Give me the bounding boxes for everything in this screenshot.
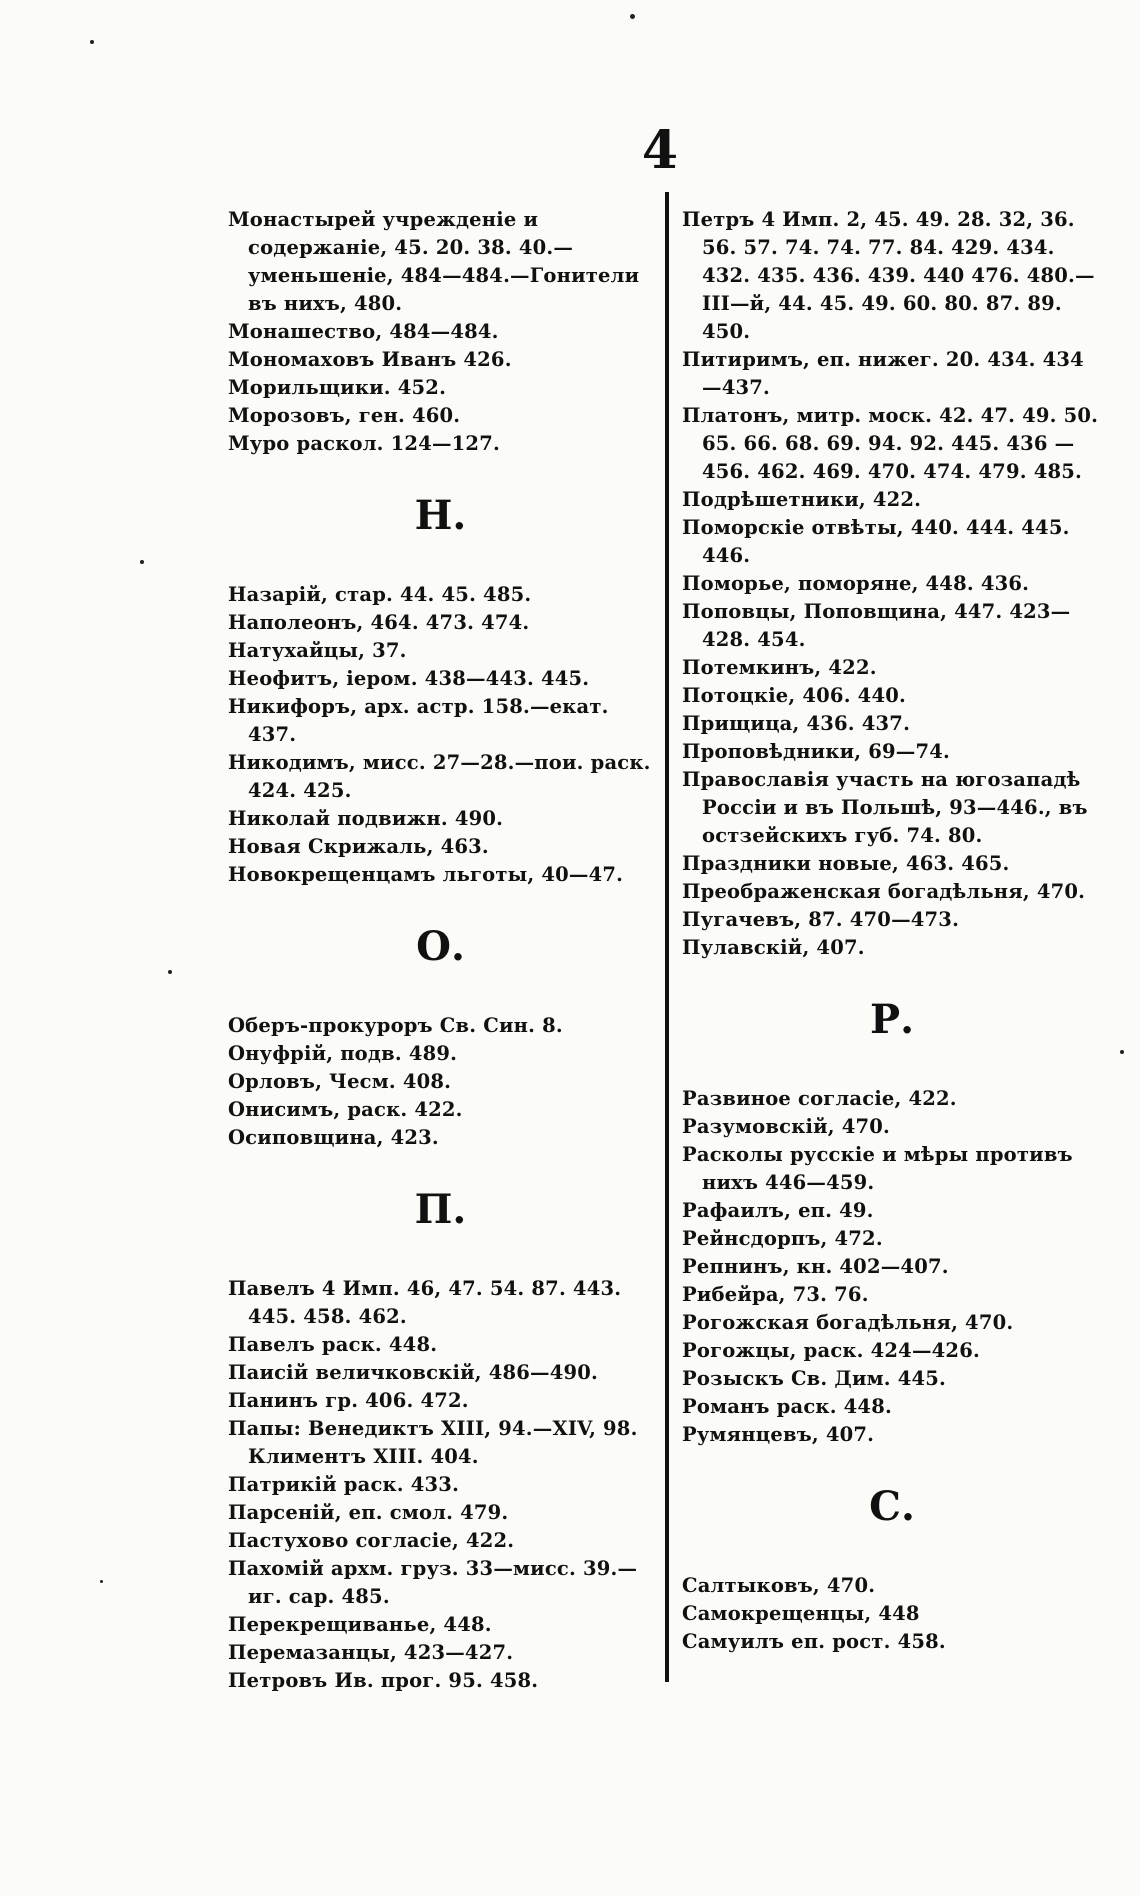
index-entry: Онисимъ, раск. 422. — [228, 1098, 463, 1121]
index-entry: Монашество, 484—484. — [228, 320, 499, 343]
index-entry: Розыскъ Св. Дим. 445. — [682, 1367, 947, 1390]
index-entry: Питиримъ, еп. нижег. 20. 434. 434—437. — [682, 348, 1084, 399]
index-entry: Петровъ Ив. прог. 95. 458. — [228, 1669, 539, 1692]
index-entry: Развиное согласіе, 422. — [682, 1087, 957, 1110]
scan-speck — [168, 970, 172, 974]
index-entry: Подрѣшетники, 422. — [682, 488, 922, 511]
index-entry: Никодимъ, мисс. 27—28.—пои. раск. 424. 425. — [228, 751, 651, 802]
index-entry: Пулавскій, 407. — [682, 936, 865, 959]
index-entry: Петръ 4 Имп. 2, 45. 49. 28. 32, 36. 56. 57. 74. 74. 77. 84. 429. 434. 432. 435. 436. 439. 440 476. 480.—III—й, 44. 45. 49. 60. 80. 87. 89. 450. — [682, 208, 1095, 343]
index-entry: Поморье, поморяне, 448. 436. — [682, 572, 1030, 595]
index-entry: Натухайцы, 37. — [228, 639, 407, 662]
index-entry: Румянцевъ, 407. — [682, 1423, 875, 1446]
index-entry: Прищица, 436. 437. — [682, 712, 911, 735]
page-number: 4 — [641, 120, 679, 181]
index-entry: Паисій величковскій, 486—490. — [228, 1361, 599, 1384]
index-entry: Рибейра, 73. 76. — [682, 1283, 869, 1306]
index-entry: Орловъ, Чесм. 408. — [228, 1070, 452, 1093]
index-entry: Монастырей учрежденіе и содержаніе, 45. 20. 38. 40.—уменьшеніе, 484—484.—Гонители въ нихъ, 480. — [228, 208, 640, 315]
section-letter: Н. — [414, 492, 467, 539]
index-entry: Пахомій архм. груз. 33—мисс. 39.—иг. сар. 485. — [228, 1557, 638, 1608]
index-entry: Перекрещиванье, 448. — [228, 1613, 492, 1636]
scan-speck — [140, 560, 144, 564]
index-entry: Павелъ раск. 448. — [228, 1333, 438, 1356]
index-entry: Православія участь на югозападѣ Россіи и въ Польшѣ, 93—446., въ остзейскихъ губ. 74. 80. — [682, 768, 1088, 847]
index-entry: Неофитъ, іером. 438—443. 445. — [228, 667, 590, 690]
index-entry: Панинъ гр. 406. 472. — [228, 1389, 469, 1412]
index-entry: Романъ раск. 448. — [682, 1395, 892, 1418]
index-entry: Осиповщина, 423. — [228, 1126, 439, 1149]
index-entry: Пастухово согласіе, 422. — [228, 1529, 515, 1552]
index-entry: Павелъ 4 Имп. 46, 47. 54. 87. 443. 445. 458. 462. — [228, 1277, 622, 1328]
index-entry: Назарій, стар. 44. 45. 485. — [228, 583, 532, 606]
index-entry: Салтыковъ, 470. — [682, 1574, 876, 1597]
index-entry: Платонъ, митр. моск. 42. 47. 49. 50. 65. 66. 68. 69. 94. 92. 445. 436 — 456. 462. 469. 470. 474. 479. 485. — [682, 404, 1099, 483]
index-entry: Новая Скрижаль, 463. — [228, 835, 489, 858]
index-entry: Рафаилъ, еп. 49. — [682, 1199, 874, 1222]
index-entry: Патрикій раск. 433. — [228, 1473, 460, 1496]
index-entry: Поморскіе отвѣты, 440. 444. 445. 446. — [682, 516, 1070, 567]
index-entry: Наполеонъ, 464. 473. 474. — [228, 611, 530, 634]
scan-speck — [90, 40, 94, 44]
index-entry: Оберъ-прокуроръ Св. Син. 8. — [228, 1014, 563, 1037]
index-entry: Преображенская богадѣльня, 470. — [682, 880, 1086, 903]
index-entry: Рогожцы, раск. 424—426. — [682, 1339, 980, 1362]
index-entry: Праздники новые, 463. 465. — [682, 852, 1010, 875]
index-entry: Морильщики. 452. — [228, 376, 447, 399]
right-column — [682, 206, 1102, 1656]
section-letter: П. — [414, 1186, 467, 1233]
index-entry: Николай подвижн. 490. — [228, 807, 504, 830]
index-entry: Онуфрій, подв. 489. — [228, 1042, 458, 1065]
index-entry: Морозовъ, ген. 460. — [228, 404, 461, 427]
index-entry: Потемкинъ, 422. — [682, 656, 877, 679]
scan-speck — [630, 14, 635, 19]
index-entry: Рогожская богадѣльня, 470. — [682, 1311, 1014, 1334]
index-entry: Репнинъ, кн. 402—407. — [682, 1255, 949, 1278]
scan-speck — [1120, 1050, 1124, 1054]
index-entry: Разумовскій, 470. — [682, 1115, 891, 1138]
index-entry: Новокрещенцамъ льготы, 40—47. — [228, 863, 624, 886]
index-entry: Парсеній, еп. смол. 479. — [228, 1501, 509, 1524]
section-letter: Р. — [869, 996, 914, 1043]
index-entry: Мономаховъ Иванъ 426. — [228, 348, 512, 371]
left-column — [228, 206, 653, 1695]
index-entry: Расколы русскіе и мѣры противъ нихъ 446—459. — [682, 1143, 1073, 1194]
section-letter: О. — [416, 923, 465, 970]
index-entry: Муро раскол. 124—127. — [228, 432, 500, 455]
index-entry: Рейнсдорпъ, 472. — [682, 1227, 883, 1250]
index-entry: Перемазанцы, 423—427. — [228, 1641, 514, 1664]
index-entry: Никифоръ, арх. астр. 158.—екат. 437. — [228, 695, 609, 746]
index-entry: Папы: Венедиктъ XIII, 94.—XIV, 98. Климентъ XIII. 404. — [228, 1417, 638, 1468]
column-divider — [665, 192, 669, 1682]
index-entry: Поповцы, Поповщина, 447. 423—428. 454. — [682, 600, 1071, 651]
index-entry: Самуилъ еп. рост. 458. — [682, 1630, 946, 1653]
index-entry: Пугачевъ, 87. 470—473. — [682, 908, 960, 931]
scan-speck — [100, 1580, 103, 1583]
section-letter: С. — [869, 1483, 915, 1530]
index-entry: Проповѣдники, 69—74. — [682, 740, 951, 763]
index-entry: Самокрещенцы, 448 — [682, 1602, 920, 1625]
index-entry: Потоцкіе, 406. 440. — [682, 684, 906, 707]
